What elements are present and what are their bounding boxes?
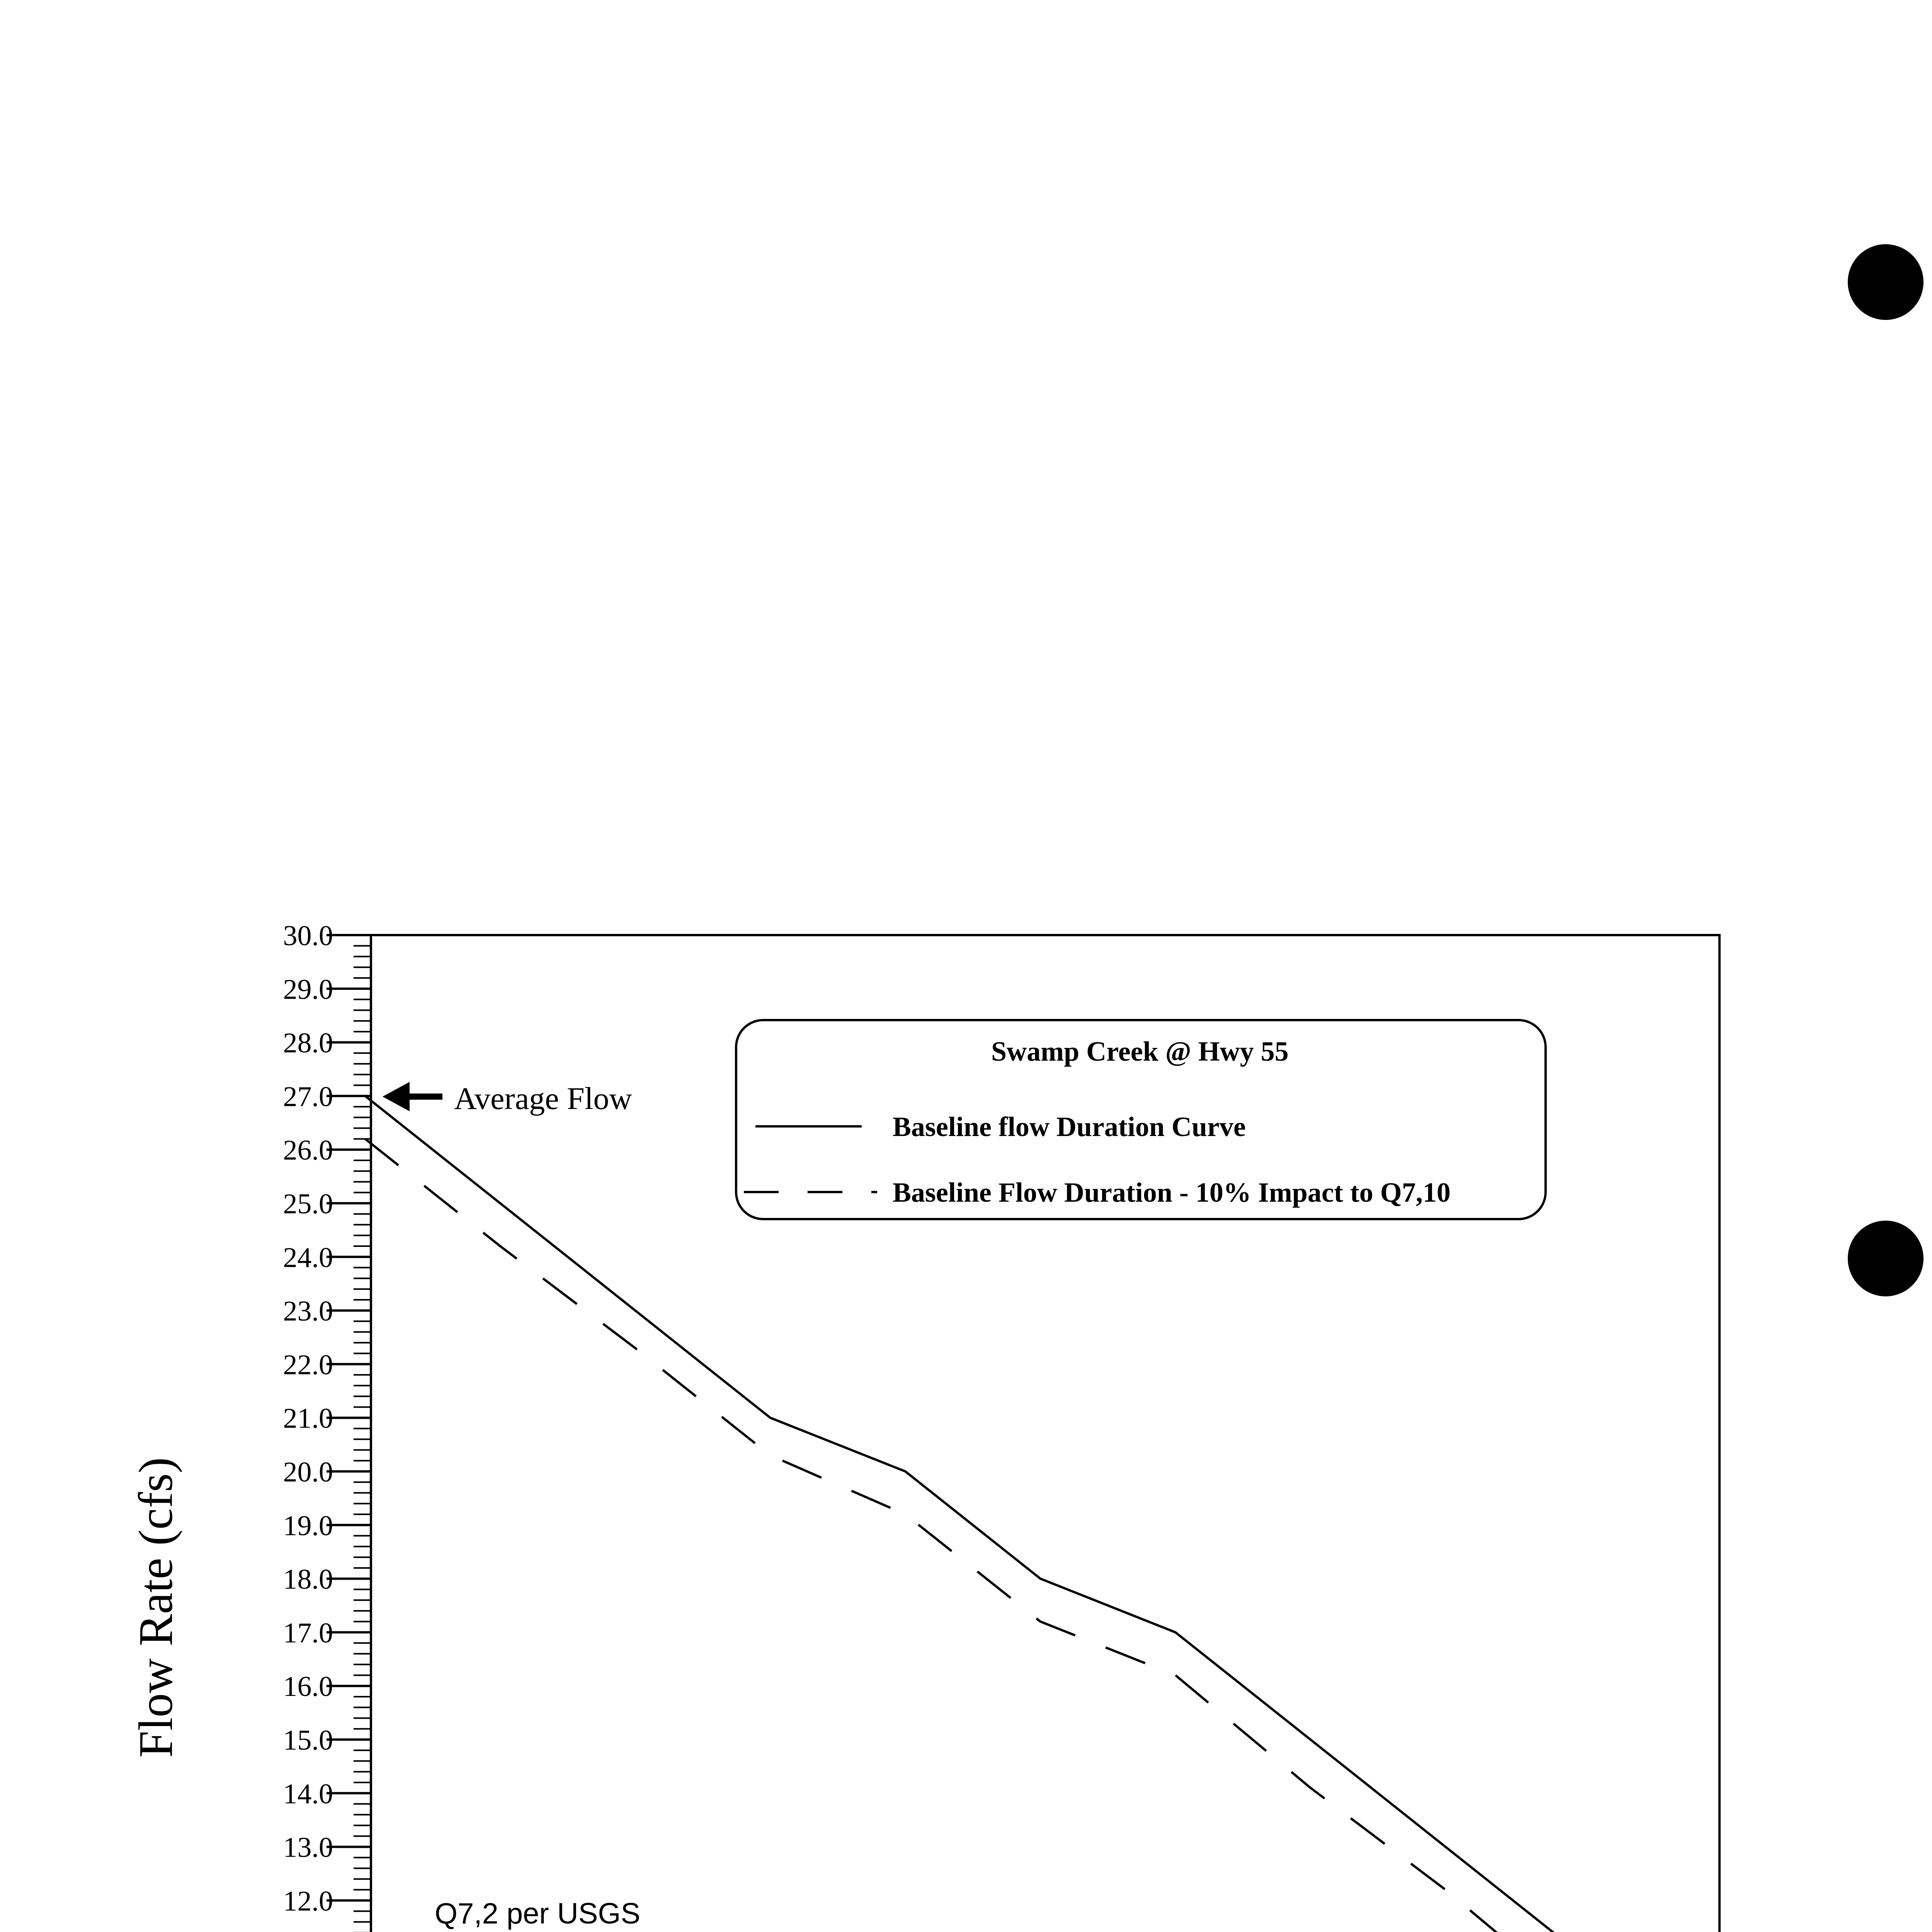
y-tick-label: 28.0 [283, 1027, 333, 1059]
binder-hole-top [1848, 244, 1923, 320]
y-tick-label: 24.0 [283, 1242, 333, 1274]
y-tick-label: 25.0 [283, 1188, 333, 1220]
average-flow-label: Average Flow [454, 1081, 632, 1116]
y-tick-label: 18.0 [283, 1563, 333, 1595]
y-tick-label: 15.0 [283, 1725, 333, 1756]
legend-title: Swamp Creek @ Hwy 55 [991, 1036, 1289, 1067]
y-tick-label: 14.0 [283, 1778, 333, 1810]
y-tick-label: 22.0 [283, 1349, 333, 1381]
legend-entry-baseline: Baseline flow Duration Curve [893, 1111, 1246, 1142]
y-tick-label: 26.0 [283, 1134, 333, 1167]
impact-series-line [365, 1139, 1567, 1932]
y-tick-label: 29.0 [283, 973, 333, 1005]
y-tick-label: 19.0 [283, 1510, 333, 1542]
y-axis-label: Flow Rate (cfs) [129, 1457, 183, 1758]
series-layer [365, 1096, 1581, 1932]
legend-entry-impact: Baseline Flow Duration - 10% Impact to Q7,10 [893, 1177, 1451, 1208]
y-tick-label: 27.0 [283, 1081, 333, 1113]
legend [736, 1020, 1546, 1219]
y-tick-label: 30.0 [283, 920, 333, 952]
y-tick-label: 16.0 [283, 1671, 333, 1703]
y-tick-label: 13.0 [283, 1832, 333, 1864]
baseline-series-line [365, 1096, 1581, 1932]
y-tick-label: 21.0 [283, 1403, 333, 1435]
average-flow-arrowhead [383, 1082, 410, 1111]
average-flow-annotation [383, 1081, 632, 1116]
binder-hole-middle [1848, 1221, 1923, 1296]
y-tick-label: 12.0 [283, 1885, 333, 1917]
y-tick-label: 23.0 [283, 1295, 333, 1327]
y-tick-label: 20.0 [283, 1456, 333, 1488]
q72-label: Q7,2 per USGS [435, 1897, 641, 1930]
y-axis [283, 920, 371, 1932]
y-tick-label: 17.0 [283, 1617, 333, 1649]
